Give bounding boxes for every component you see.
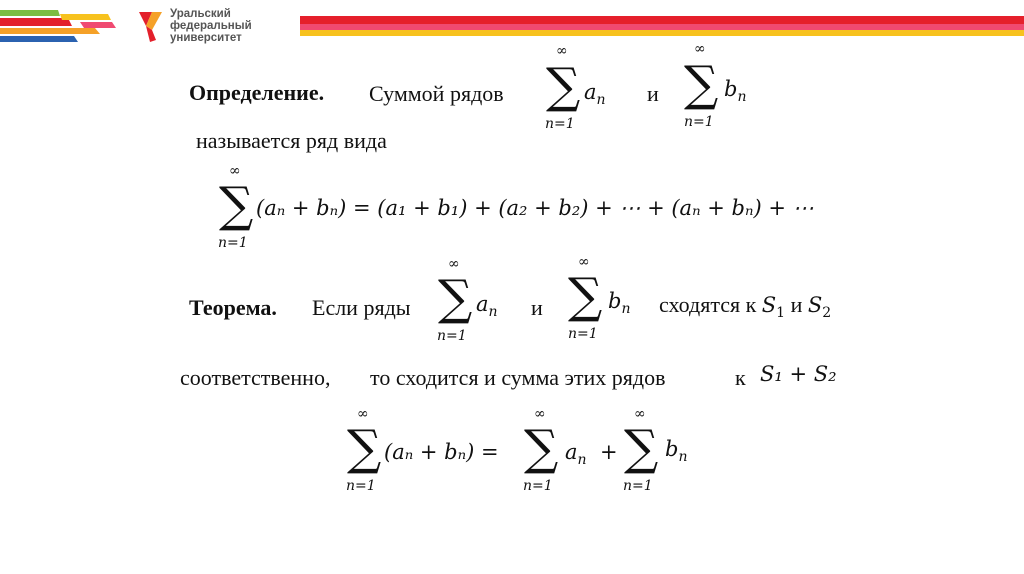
theorem-sum-converges: то сходится и сумма этих рядов	[370, 365, 666, 390]
university-logo-mark	[139, 12, 162, 42]
term-a-n: $a_n$	[476, 292, 498, 320]
lower-limit: n=1	[545, 116, 575, 132]
series-expansion-expression: (aₙ + bₙ) = (a₁ + b₁) + (a₂ + b₂) + ⋯ + (aₙ + bₙ) + ⋯	[256, 196, 814, 220]
theorem-to-label: к	[735, 365, 746, 390]
lower-limit: n=1	[568, 326, 598, 342]
logo-line-3: университет	[170, 32, 242, 44]
logo-line-1: Уральский	[170, 8, 231, 20]
sigma-symbol: ∑	[546, 58, 581, 114]
definition-conj-and: и	[647, 81, 659, 106]
stripe-green	[0, 10, 60, 16]
sigma-symbol: ∑	[219, 177, 254, 233]
lower-limit: n=1	[523, 478, 553, 494]
s1-symbol: $S_1$	[761, 293, 786, 321]
sigma-symbol: ∑	[438, 270, 473, 326]
sigma-symbol: ∑	[684, 56, 719, 112]
sigma-symbol: ∑	[524, 420, 559, 476]
upper-limit: ∞	[694, 41, 706, 57]
plus-sign: +	[600, 440, 618, 464]
left-stripes	[0, 10, 116, 42]
converge-to-label: сходятся к	[659, 292, 757, 317]
stripe-yellow	[60, 14, 111, 20]
stripe-red	[0, 18, 72, 26]
sigma-symbol: ∑	[568, 268, 603, 324]
logo-line-2: федеральный	[170, 20, 252, 32]
and-label: и	[790, 292, 803, 317]
upper-limit: ∞	[448, 256, 460, 272]
stripe-blue	[0, 36, 78, 42]
theorem-converge-text	[659, 292, 831, 321]
term-b-n: $b_n$	[665, 437, 688, 465]
upper-limit: ∞	[357, 406, 369, 422]
lhs-expression: (aₙ + bₙ) =	[384, 440, 499, 464]
term-b-n: $b_n$	[608, 289, 631, 317]
lower-limit: n=1	[623, 478, 653, 494]
theorem-respectively: соответственно,	[180, 365, 331, 390]
sigma-symbol: ∑	[347, 420, 382, 476]
stripe-orange	[0, 28, 100, 34]
header-decoration	[0, 0, 1024, 60]
lower-limit: n=1	[346, 478, 376, 494]
definition-text-sum-of-series: Суммой рядов	[369, 81, 504, 106]
theorem-text-if-series: Если ряды	[312, 295, 411, 320]
university-logo-text	[170, 8, 252, 44]
definition-text-called-series: называется ряд вида	[196, 128, 387, 153]
upper-limit: ∞	[556, 43, 568, 59]
right-color-bar	[300, 16, 1024, 36]
upper-limit: ∞	[534, 406, 546, 422]
lower-limit: n=1	[684, 114, 714, 130]
upper-limit: ∞	[229, 163, 241, 179]
definition-label: Определение.	[189, 80, 325, 105]
theorem-label: Теорема.	[189, 295, 277, 320]
term-b-n: $b_n$	[724, 77, 747, 105]
lower-limit: n=1	[437, 328, 467, 344]
stripe-pink	[80, 22, 116, 28]
term-a-n: $a_n$	[584, 80, 606, 108]
term-a-n: $a_n$	[565, 440, 587, 468]
theorem-conj-and: и	[531, 295, 543, 320]
lower-limit: n=1	[218, 235, 248, 251]
upper-limit: ∞	[578, 254, 590, 270]
theorem-s1-plus-s2: S₁ + S₂	[760, 362, 837, 386]
upper-limit: ∞	[634, 406, 646, 422]
s2-symbol: $S_2$	[807, 293, 832, 321]
sigma-symbol: ∑	[624, 420, 659, 476]
